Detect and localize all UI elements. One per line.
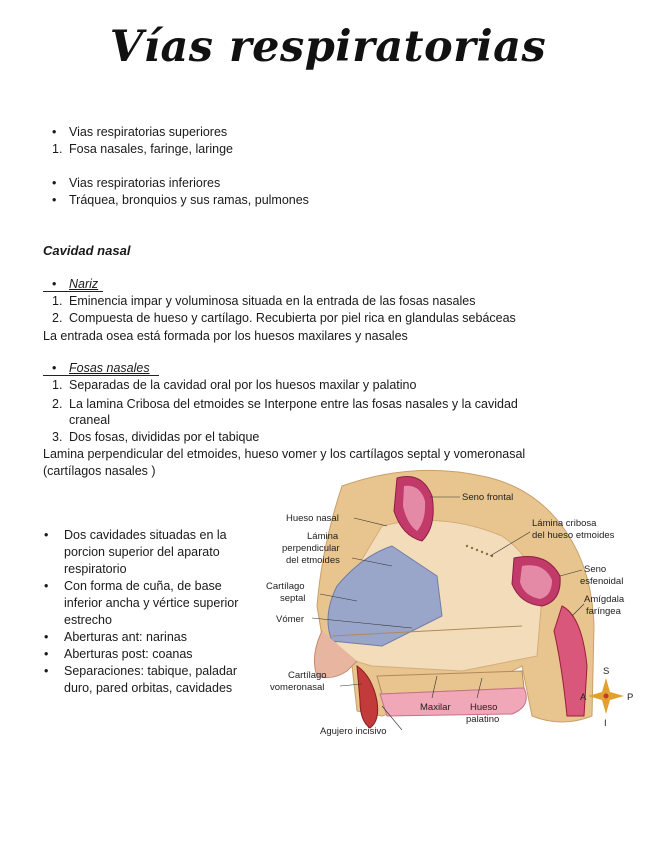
compass-p: P <box>627 692 634 703</box>
label-lamina-perpendicular: Lámina <box>307 531 339 542</box>
bullet-icon: • <box>52 176 57 190</box>
label-cartilago-septal-2: septal <box>280 593 306 604</box>
list-item-text: Fosa nasales, faringe, laringe <box>69 142 233 156</box>
label-seno-esfenoidal: Seno <box>584 564 607 575</box>
subsection-heading: Fosas nasales <box>69 361 150 375</box>
label-lamina-perpendicular-2: perpendicular <box>282 543 340 554</box>
list-item-text-cont: inferior ancha y vértice superior <box>64 596 239 610</box>
number-marker: 2. <box>52 311 63 325</box>
bullet-icon: • <box>52 277 57 291</box>
number-marker: 2. <box>52 397 63 411</box>
list-item-text: Compuesta de hueso y cartílago. Recubierta por piel rica en glandulas sebáceas <box>69 311 516 325</box>
section-heading-cavidad: Cavidad nasal <box>43 243 131 258</box>
number-marker: 1. <box>52 294 63 308</box>
page-title: Vías respiratorias <box>109 22 547 72</box>
label-hueso-nasal: Hueso nasal <box>286 513 339 524</box>
compass-rose-icon <box>588 678 624 714</box>
list-item-text: La lamina Cribosa del etmoides se Interpone entre las fosas nasales y la cavidad <box>69 397 518 411</box>
paragraph: Lamina perpendicular del etmoides, hueso vomer y los cartílagos septal y vomeronasal <box>43 447 526 461</box>
number-marker: 3. <box>52 430 63 444</box>
bullet-icon: • <box>44 647 49 661</box>
bullet-icon: • <box>44 579 49 593</box>
list-item-text: Dos fosas, divididas por el tabique <box>69 430 260 444</box>
list-item-text-cont: respiratorio <box>64 562 127 576</box>
compass-i: I <box>604 718 607 729</box>
label-cartilago-septal: Cartílago <box>266 581 305 592</box>
nasal-cavity-diagram <box>262 466 656 746</box>
number-marker: 1. <box>52 142 63 156</box>
compass-a: A <box>580 692 587 703</box>
list-item-text-cont: estrecho <box>64 613 112 627</box>
list-item-text: Eminencia impar y voluminosa situada en la entrada de las fosas nasales <box>69 294 476 308</box>
number-marker: 1. <box>52 378 63 392</box>
label-cartilago-vomeronasal: Cartílago <box>288 670 327 681</box>
label-hueso-palatino: Hueso <box>470 702 498 713</box>
list-item-text: Separadas de la cavidad oral por los huesos maxilar y palatino <box>69 378 417 392</box>
label-lamina-perpendicular-3: del etmoides <box>286 555 340 566</box>
list-item-text: Vias respiratorias superiores <box>69 125 228 139</box>
list-item-text: Separaciones: tabique, paladar <box>64 664 238 678</box>
list-item-text: Dos cavidades situadas en la <box>64 528 227 542</box>
list-item-text-cont: craneal <box>69 413 110 427</box>
list-item-text: Vias respiratorias inferiores <box>69 176 221 190</box>
label-vomer: Vómer <box>276 614 304 625</box>
list-item-text: Aberturas post: coanas <box>64 647 193 661</box>
bullet-icon: • <box>44 630 49 644</box>
label-cartilago-vomeronasal-2: vomeronasal <box>270 682 325 693</box>
label-amigdala: Amígdala <box>584 594 625 605</box>
compass-s: S <box>603 666 610 677</box>
bullet-icon: • <box>52 361 57 375</box>
subsection-heading: Nariz <box>69 277 99 291</box>
label-lamina-cribosa: Lámina cribosa <box>532 518 597 529</box>
bullet-icon: • <box>44 528 49 542</box>
paragraph: (cartílagos nasales ) <box>43 464 156 478</box>
list-item-text: Aberturas ant: narinas <box>64 630 187 644</box>
label-amigdala-2: faríngea <box>586 606 621 617</box>
label-hueso-palatino-2: palatino <box>466 714 500 725</box>
list-item-text-cont: duro, pared orbitas, cavidades <box>64 681 233 695</box>
label-lamina-cribosa-2: del hueso etmoides <box>532 530 615 541</box>
bullet-icon: • <box>52 125 57 139</box>
label-maxilar: Maxilar <box>420 702 451 713</box>
bullet-icon: • <box>44 664 49 678</box>
list-item-text-cont: porcion superior del aparato <box>64 545 220 559</box>
label-seno-frontal: Seno frontal <box>462 492 514 503</box>
label-seno-esfenoidal-2: esfenoidal <box>580 576 624 587</box>
paragraph: La entrada osea está formada por los huesos maxilares y nasales <box>43 329 408 343</box>
list-item-text: Con forma de cuña, de base <box>64 579 222 593</box>
bullet-icon: • <box>52 193 57 207</box>
list-item-text: Tráquea, bronquios y sus ramas, pulmones <box>69 193 309 207</box>
label-agujero-incisivo: Agujero incisivo <box>320 726 387 737</box>
